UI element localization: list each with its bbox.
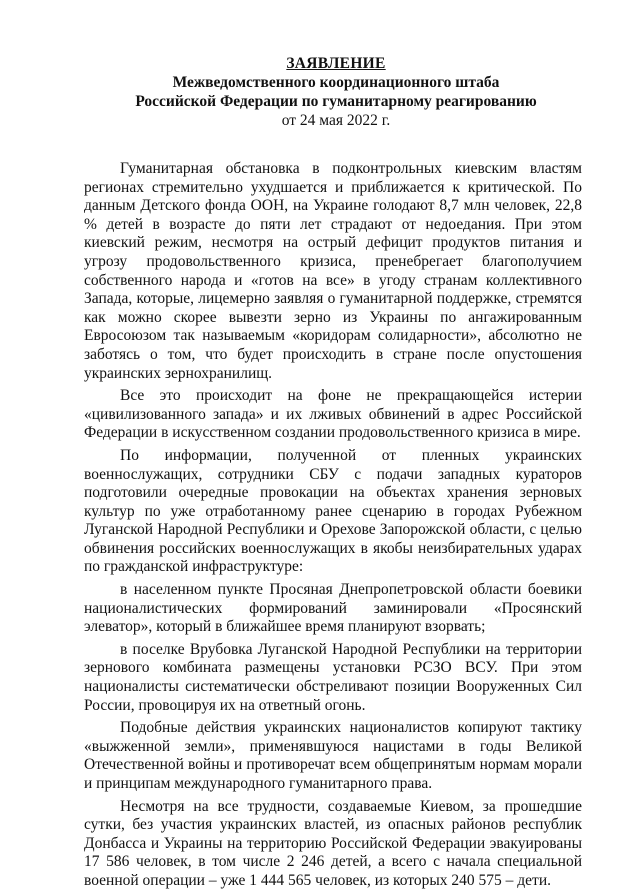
paragraph-humanitarian-situation: Гуманитарная обстановка в подконтрольных киевским властям регионах стремительно ухудшается и приближается к критической. По данным Детского фонда ООН, на Украине голодают 8,7 млн человек, 22,8 % детей в возрасте до пяти лет страдают от недоедания. При этом киевский режим, несмотря на острый дефицит продуктов питания и угрозу продовольственного кризиса, пренебрегает благополучием собственного народа и «готов на все» в угоду странам коллективного Запада, которые, лицемерно заявляя о гуманитарной поддержке, стремятся как можно скорее вывезти зерно из Украины по ангажированным Евросоюзом так называемым «коридорам солидарности», абсолютно не заботясь о том, что будет происходить в стране после опустошения украинских зернохранилищ. (84, 160, 582, 382)
document-header (90, 54, 582, 130)
paragraph-scorched-earth: Подобные действия украинских националистов копируют тактику «выжженной земли», применявшуюся нацистами в годы Великой Отечественной войны и противоречат всем общепринятым нормам морали и принципам международного гуманитарного права. (84, 719, 582, 792)
paragraph-provocations: По информации, полученной от пленных украинских военнослужащих, сотрудники СБУ с подачи западных кураторов подготовили очередные провокации на объектах хранения зерновых культур по уже отработанному ранее сценарию в городах Рубежном Луганской Народной Республики и Орехове Запорожской области, с целью обвинения российских военнослужащих в якобы неизбирательных ударах по гражданской инфраструктуре: (84, 446, 582, 576)
paragraph-vrubovka: в поселке Врубовка Луганской Народной Республики на территории зернового комбината размещены установки РСЗО ВСУ. При этом националисты систематически обстреливают позиции Вооруженных Сил России, провоцируя их на ответный огонь. (84, 640, 582, 714)
document-body (84, 160, 582, 891)
paragraph-prosyanaya: в населенном пункте Просяная Днепропетровской области боевики националистических формирований заминировали «Просянский элеватор», который в ближайшее время планируют взорвать; (84, 581, 582, 636)
paragraph-hysteria: Все это происходит на фоне не прекращающейся истерии «цивилизованного запада» и их лживых обвинений в адрес Российской Федерации в искусственном создании продовольственного кризиса в мире. (84, 387, 582, 442)
document-date: от 24 мая 2022 г. (281, 112, 391, 129)
paragraph-evacuation: Несмотря на все трудности, создаваемые Киевом, за прошедшие сутки, без участия украинских властей, из опасных районов республик Донбасса и Украины на территорию Российской Федерации эвакуированы 17 586 человек, в том числе 2 246 детей, а всего с начала специальной военной операции – уже 1 444 565 человек, из которых 240 575 – дети. (84, 797, 582, 889)
document-subtitle-line-1: Межведомственного координационного штаба (172, 74, 500, 91)
document-subtitle-line-2: Российской Федерации по гуманитарному реагированию (135, 93, 537, 110)
document-title: ЗАЯВЛЕНИЕ (286, 55, 386, 72)
